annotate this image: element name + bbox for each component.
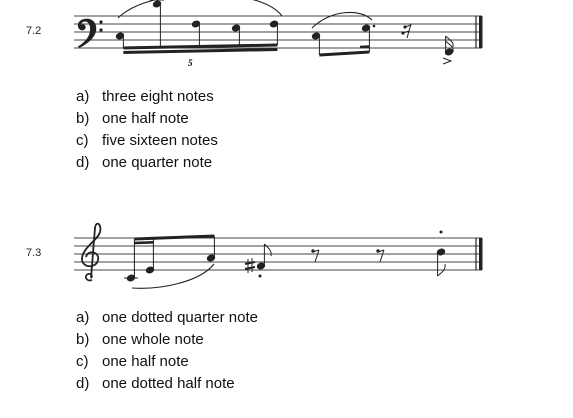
option-text: one dotted quarter note (102, 309, 258, 326)
eighth-note (436, 231, 445, 277)
exercise-7-3 (0, 222, 573, 418)
option-b[interactable]: b) one whole note (76, 331, 204, 348)
sixteenth-rest-icon (401, 24, 411, 38)
option-a[interactable]: a) three eight notes (76, 88, 214, 105)
music-staff-7-3 (0, 222, 573, 292)
tuplet-label: 5 (188, 58, 193, 68)
option-c[interactable]: c) one half note (76, 353, 189, 370)
exercise-number: 7.3 (26, 247, 42, 259)
exercise-7-2 (0, 0, 573, 200)
option-text: three eight notes (102, 88, 214, 105)
treble-clef-icon (82, 224, 100, 281)
option-a[interactable]: a) one dotted quarter note (76, 309, 258, 326)
option-text: one whole note (102, 331, 204, 348)
option-text: one half note (102, 110, 189, 127)
staccato-icon (440, 231, 443, 234)
beam (319, 51, 369, 57)
bass-clef-icon (78, 19, 103, 48)
answer-options-7-2 (76, 86, 218, 174)
music-staff-7-2 (0, 0, 573, 80)
exercise-number: 7.2 (26, 25, 42, 37)
option-d[interactable]: d) one quarter note (76, 154, 213, 171)
option-d[interactable]: d) one dotted half note (76, 375, 235, 392)
slur (118, 0, 282, 18)
accent-icon (443, 58, 451, 64)
slur (312, 12, 372, 28)
option-c[interactable]: c) five sixteen notes (76, 132, 218, 149)
eighth-rest-icon (376, 249, 384, 262)
option-text: one quarter note (102, 154, 213, 171)
option-b[interactable]: b) one half note (76, 110, 189, 127)
beam (134, 235, 214, 241)
option-text: one dotted half note (102, 375, 235, 392)
sharp-icon (245, 258, 255, 273)
staff-lines (74, 16, 482, 48)
slur (132, 264, 214, 288)
eighth-rest-icon (311, 249, 319, 262)
answer-options-7-3 (76, 307, 258, 395)
sixteenth-quintuplet (115, 0, 278, 54)
staccato-icon (259, 275, 262, 278)
eighth-note-g-sharp (245, 244, 271, 278)
option-text: one half note (102, 353, 189, 370)
option-text: five sixteen notes (102, 132, 218, 149)
